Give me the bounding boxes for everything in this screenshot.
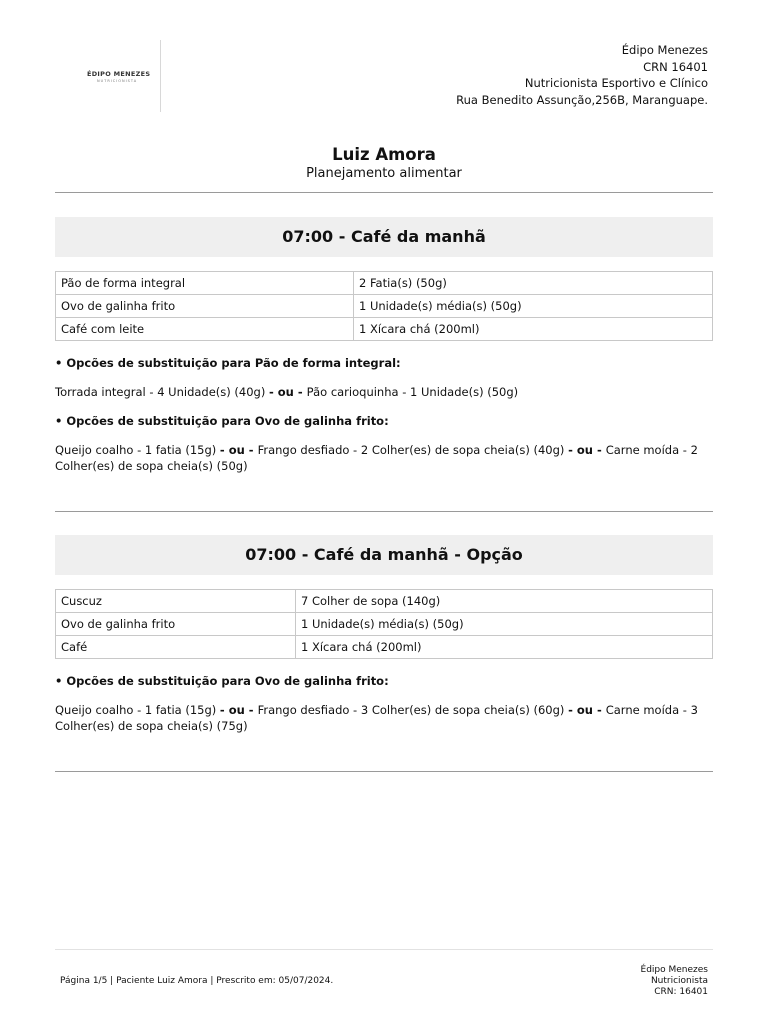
substitution-option: Carne moída - 2 Colher(es) de sopa cheia(s) (50g) — [55, 443, 698, 473]
substitution-option: Queijo coalho - 1 fatia (15g) — [55, 443, 217, 457]
footer-info: Página 1/5 | Paciente Luiz Amora | Prescrito em: 05/07/2024. — [60, 976, 334, 986]
food-quantity: 7 Colher de sopa (140g) — [296, 590, 713, 613]
substitution-options: Queijo coalho - 1 fatia (15g) - ou - Frango desfiado - 2 Colher(es) de sopa cheia(s) (40g) - ou - Carne moída - 2 Colher(es) de sopa cheia(s) (50g) — [55, 443, 698, 473]
separator: ou — [228, 443, 245, 457]
separator: ou — [576, 703, 593, 717]
table-row — [56, 590, 713, 613]
substitution-option: Frango desfiado - 3 Colher(es) de sopa cheia(s) (60g) — [257, 703, 565, 717]
food-table — [55, 589, 713, 659]
separator: ou — [576, 443, 593, 457]
food-quantity: 1 Unidade(s) média(s) (50g) — [296, 613, 713, 636]
food-item: Café com leite — [56, 318, 354, 341]
food-item: Café — [56, 636, 296, 659]
document-header — [55, 38, 713, 113]
logo-tagline: NUTRICIONISTA — [97, 79, 138, 83]
separator: ou — [228, 703, 245, 717]
footer-divider — [55, 949, 713, 950]
meal-title: 07:00 - Café da manhã - Opção — [55, 535, 713, 575]
substitution-options: Queijo coalho - 1 fatia (15g) - ou - Frango desfiado - 3 Colher(es) de sopa cheia(s) (60g) - ou - Carne moída - 3 Colher(es) de sopa cheia(s) (75g) — [55, 703, 698, 733]
table-row — [56, 613, 713, 636]
signature-name: Édipo Menezes — [640, 965, 708, 975]
food-item: Ovo de galinha frito — [56, 295, 354, 318]
substitution-option: Carne moída - 3 Colher(es) de sopa cheia(s) (75g) — [55, 703, 698, 733]
food-table — [55, 271, 713, 341]
professional-crn: CRN 16401 — [643, 59, 708, 74]
logo-name: ÉDIPO MENEZES — [87, 70, 151, 78]
substitution-option: Torrada integral - 4 Unidade(s) (40g) — [55, 385, 266, 399]
substitution-option: Pão carioquinha - 1 Unidade(s) (50g) — [306, 385, 519, 399]
food-quantity: 2 Fatia(s) (50g) — [354, 272, 713, 295]
substitution-option: Queijo coalho - 1 fatia (15g) — [55, 703, 217, 717]
food-item: Cuscuz — [56, 590, 296, 613]
professional-title: Nutricionista Esportivo e Clínico — [524, 76, 708, 90]
meal-title: 07:00 - Café da manhã — [55, 217, 713, 257]
signature-crn: CRN: 16401 — [654, 987, 708, 997]
table-row — [56, 636, 713, 659]
separator: ou — [277, 385, 294, 399]
patient-name: Luiz Amora — [332, 145, 436, 164]
food-quantity: 1 Xícara chá (200ml) — [354, 318, 713, 341]
food-quantity: 1 Xícara chá (200ml) — [296, 636, 713, 659]
plan-subtitle: Planejamento alimentar — [306, 166, 462, 181]
patient-block — [55, 145, 713, 183]
divider — [55, 511, 713, 512]
substitution-heading: • Opcões de substituição para Ovo de galinha frito: — [55, 674, 389, 688]
food-quantity: 1 Unidade(s) média(s) (50g) — [354, 295, 713, 318]
table-row — [56, 318, 713, 341]
substitution-option: Frango desfiado - 2 Colher(es) de sopa cheia(s) (40g) — [257, 443, 565, 457]
professional-info — [456, 42, 708, 108]
logo — [61, 40, 161, 112]
substitution-heading: • Opcões de substituição para Ovo de galinha frito: — [55, 414, 389, 428]
table-row — [56, 295, 713, 318]
divider — [55, 771, 713, 772]
professional-address: Rua Benedito Assunção,256B, Maranguape. — [456, 92, 708, 107]
divider — [55, 192, 713, 193]
substitution-heading: • Opcões de substituição para Pão de forma integral: — [55, 356, 401, 370]
professional-name: Édipo Menezes — [621, 43, 708, 57]
food-item: Ovo de galinha frito — [56, 613, 296, 636]
footer-signature — [641, 965, 708, 998]
table-row — [56, 272, 713, 295]
food-item: Pão de forma integral — [56, 272, 354, 295]
substitution-options: Torrada integral - 4 Unidade(s) (40g) - ou - Pão carioquinha - 1 Unidade(s) (50g) — [55, 385, 519, 399]
signature-title: Nutricionista — [650, 976, 708, 986]
